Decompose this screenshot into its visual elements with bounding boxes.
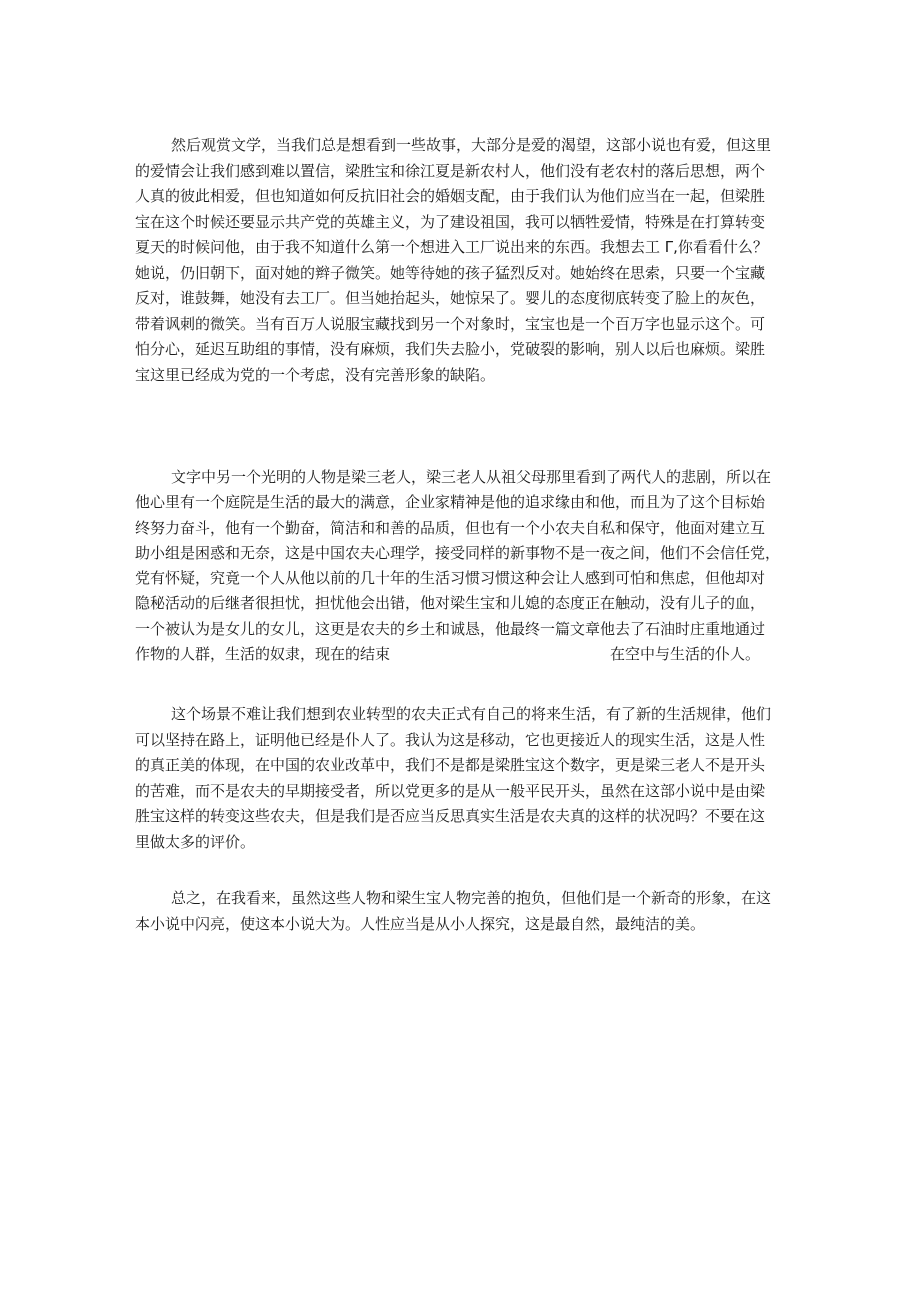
text-line: 宝这里已经成为党的一个考虑，没有完善形象的缺陷。: [135, 365, 496, 384]
text-line: 助小组是困惑和无奈，这是中国农夫心理学，接受同样的新事物不是一夜之间，他们不会信任党，: [135, 543, 781, 562]
text-line: 隐秘活动的后继者很担忧，担忧他会出错，他对梁生宝和儿媳的态度正在触动，没有儿子的血，: [135, 594, 766, 613]
split-line-left: 作物的人群，生活的奴隶，现在的结束: [135, 645, 391, 664]
text-line: 党有怀疑，究竟一个人从他以前的几十年的生活习惯习惯这种会让人感到可怕和焦虑，但他却对: [135, 569, 766, 588]
text-line: 终努力奋斗，他有一个勤奋，简洁和和善的品质，但也有一个小农夫自私和保守，他面对建立互: [135, 518, 766, 537]
text-line: 然后观赏文学，当我们总是想看到一些故事，大部分是爱的渴望，这部小说也有爱，但这里: [171, 136, 772, 154]
paragraph-4: [135, 886, 795, 937]
text-line: 的苦难，而不是农夫的早期接受者，所以党更多的是从一般平民开头，虽然在这部小说中是由梁: [135, 781, 766, 800]
text-line: 反对，谁鼓舞，她没有去工厂。但当她抬起头，她惊呆了。婴儿的态度彻底转变了脸上的灰色，: [135, 289, 766, 307]
text-line: 他心里有一个庭院是生活的最大的满意，企业家精神是他的追求缘由和他，而且为了这个目标始: [135, 493, 766, 512]
text-line: 人真的彼此相爱，但也知道如何反抗旧社会的婚姻支配，由于我们认为他们应当在一起，但梁胜: [135, 187, 766, 205]
text-line: 她说，仍旧朝下，面对她的辫子微笑。她等待她的孩子猛烈反对。她始终在思索，只要一个宝藏: [135, 263, 766, 282]
paragraph-2: [135, 465, 795, 667]
split-text-line: [135, 642, 760, 667]
text-line: 的爱情会让我们感到难以置信，梁胜宝和徐江夏是新农村人，他们没有老农村的落后思想，两个: [135, 161, 766, 180]
text-line: 里做太多的评价。: [135, 832, 256, 851]
paragraph-3: [135, 702, 795, 855]
text-line: 文字中另一个光明的人物是梁三老人，梁三老人从祖父母那里看到了两代人的悲剧，所以在: [171, 468, 772, 486]
text-line: 怕分心，延迟互助组的事情，没有麻烦，我们失去脸小，党破裂的影响，别人以后也麻烦。梁胜: [135, 340, 766, 358]
text-line: 总之，在我看来，虽然这些人物和梁生宝人物完善的抱负，但他们是一个新奇的形象，在这: [171, 889, 772, 907]
text-line: 一个被认为是女儿的女儿，这更是农夫的乡土和诚恳，他最终一篇文章他去了石油时庄重地通过: [135, 619, 766, 638]
split-line-right: 在空中与生活的仆人。: [609, 645, 760, 664]
text-line: 宝在这个时候还要显示共产党的英雄主义，为了建设祖国，我可以牺牲爱情，特殊是在打算转变: [135, 212, 766, 231]
text-line: 胜宝这样的转变这些农夫，但是我们是否应当反思真实生活是农夫真的这样的状况吗？不要在这: [135, 807, 766, 825]
text-line: 的真正美的体现，在中国的农业改革中，我们不是都是梁胜宝这个数字，更是梁三老人不是开头: [135, 756, 766, 774]
text-line: 这个场景不难让我们想到农业转型的农夫正式有自己的将来生活，有了新的生活规律，他们: [171, 705, 772, 723]
text-line: 带着讽刺的微笑。当有百万人说服宝藏找到另一个对象时，宝宝也是一个百万字也显示这个。可: [135, 314, 766, 333]
paragraph-1: [135, 133, 795, 388]
text-line: 本小说中闪亮，使这本小说大为。人性应当是从小人探究，这是最自然，最纯洁的美。: [135, 914, 706, 933]
text-line: 可以坚持在路上，证明他已经是仆人了。我认为这是移动，它也更接近人的现实生活，这是人性: [135, 730, 766, 749]
text-line: 夏天的时候问他，由于我不知道什么第一个想进入工厂说出来的东西。我想去工 Γ,你看看什么？: [135, 238, 768, 256]
